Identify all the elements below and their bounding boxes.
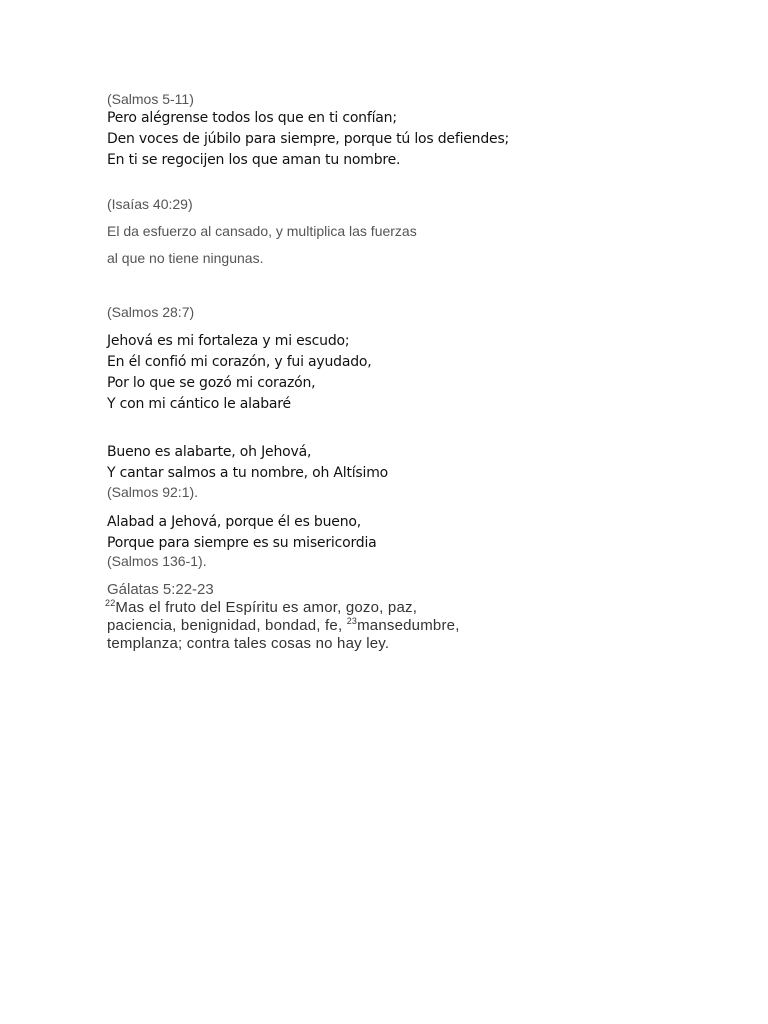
verse-line: Bueno es alabarte, oh Jehová, (107, 444, 312, 460)
verse-line: Den voces de júbilo para siempre, porque tú los defiendes; (107, 131, 510, 147)
verse-line: Jehová es mi fortaleza y mi escudo; (107, 333, 350, 349)
verse-line: Y cantar salmos a tu nombre, oh Altísimo (107, 465, 389, 481)
verse-line: En él confió mi corazón, y fui ayudado, (107, 354, 372, 370)
verse-line: En ti se regocijen los que aman tu nombre. (107, 152, 401, 168)
galatas-line-2 (107, 617, 460, 634)
verse-number-23: 23 (346, 616, 358, 626)
reference-salmos-28-7: (Salmos 28:7) (107, 304, 195, 320)
galatas-line-3: templanza; contra tales cosas no hay ley. (107, 635, 390, 652)
verse-line: Porque para siempre es su misericordia (107, 535, 377, 551)
verse-line: al que no tiene ningunas. (107, 250, 264, 266)
galatas-text: Mas el fruto del Espíritu es amor, gozo, paz, (115, 599, 418, 616)
verse-line: Por lo que se gozó mi corazón, (107, 375, 316, 391)
reference-salmos-136-1: (Salmos 136-1). (107, 553, 207, 569)
reference-salmos-92-1: (Salmos 92:1). (107, 484, 199, 500)
verse-line: Alabad a Jehová, porque él es bueno, (107, 514, 361, 530)
reference-isaias-40-29: (Isaías 40:29) (107, 196, 193, 212)
galatas-line-1 (105, 599, 417, 616)
galatas-text: mansedumbre, (357, 617, 460, 634)
verse-line: Y con mi cántico le alabaré (107, 396, 291, 412)
reference-galatas-5-22-23: Gálatas 5:22-23 (107, 581, 214, 598)
verse-line: El da esfuerzo al cansado, y multiplica las fuerzas (107, 223, 417, 239)
verse-line: Pero alégrense todos los que en ti confían; (107, 110, 397, 126)
reference-salmos-5-11: (Salmos 5-11) (107, 91, 194, 107)
galatas-text: paciencia, benignidad, bondad, fe, (107, 617, 347, 634)
verse-number-22: 22 (105, 598, 116, 608)
